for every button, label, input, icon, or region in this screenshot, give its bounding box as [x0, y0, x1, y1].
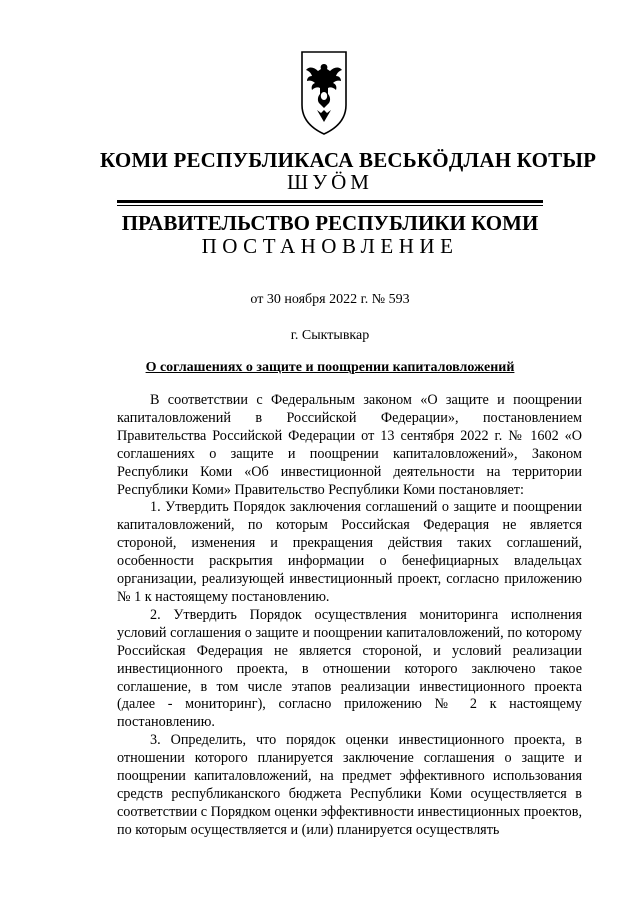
paragraph-item-2: 2. Утвердить Порядок осуществления мониторинга исполнения условий соглашения о защите и поощрении капиталовложений, по которому Российская Федерация не является стороной, и условий реализации инвестиционного проекта, в отношении которого заключено такое соглашение, в том числе этапов реализации инвестиционного проекта (далее - мониторинг), согласно приложению № 2 к настоящему постановлению.: [117, 606, 582, 731]
document-body: [117, 392, 582, 840]
government-title: ПРАВИТЕЛЬСТВО РЕСПУБЛИКИ КОМИ: [121, 211, 539, 235]
decree-city: г. Сыктывкар: [290, 328, 370, 343]
header-divider-thick: [117, 200, 543, 203]
coat-of-arms-icon: [299, 50, 349, 136]
komi-decree-label: ШУÖМ: [287, 170, 373, 194]
paragraph-preamble: В соответствии с Федеральным законом «О защите и поощрении капиталовложений в Российской Федерации», постановлением Правительства Российской Федерации от 13 сентября 2022 г. № 1602 «О соглашениях о защите и поощрении капиталовложений», Законом Республики Коми «Об инвестиционной деятельности на территории Республики Коми» Правительство Республики Коми постановляет:: [117, 392, 582, 498]
komi-government-title: КОМИ РЕСПУБЛИКАСА ВЕСЬКÖДЛАН КОТЫР: [100, 148, 597, 172]
header-divider-thin: [117, 205, 543, 206]
document-title: О соглашениях о защите и поощрении капиталовложений: [145, 360, 515, 375]
paragraph-item-1: 1. Утвердить Порядок заключения соглашений о защите и поощрении капиталовложений, по которым Российская Федерация не является стороной, изменения и прекращения действия таких соглашений, особенности раскрытия информации о бенефициарных владельцах организации, реализующей инвестиционный проект, согласно приложению № 1 к настоящему постановлению.: [117, 499, 582, 605]
decree-date-number: от 30 ноября 2022 г. № 593: [250, 292, 410, 307]
paragraph-item-3: 3. Определить, что порядок оценки инвестиционного проекта, в отношении которого планируется заключение соглашения о защите и поощрении капиталовложений, на предмет эффективного использования средств республиканского бюджета Республики Коми осуществляется в соответствии с Порядком оценки эффективности инвестиционных проектов, по которым осуществляется и (или) планируется осуществлять: [117, 732, 582, 838]
decree-label: ПОСТАНОВЛЕНИЕ: [201, 234, 459, 258]
